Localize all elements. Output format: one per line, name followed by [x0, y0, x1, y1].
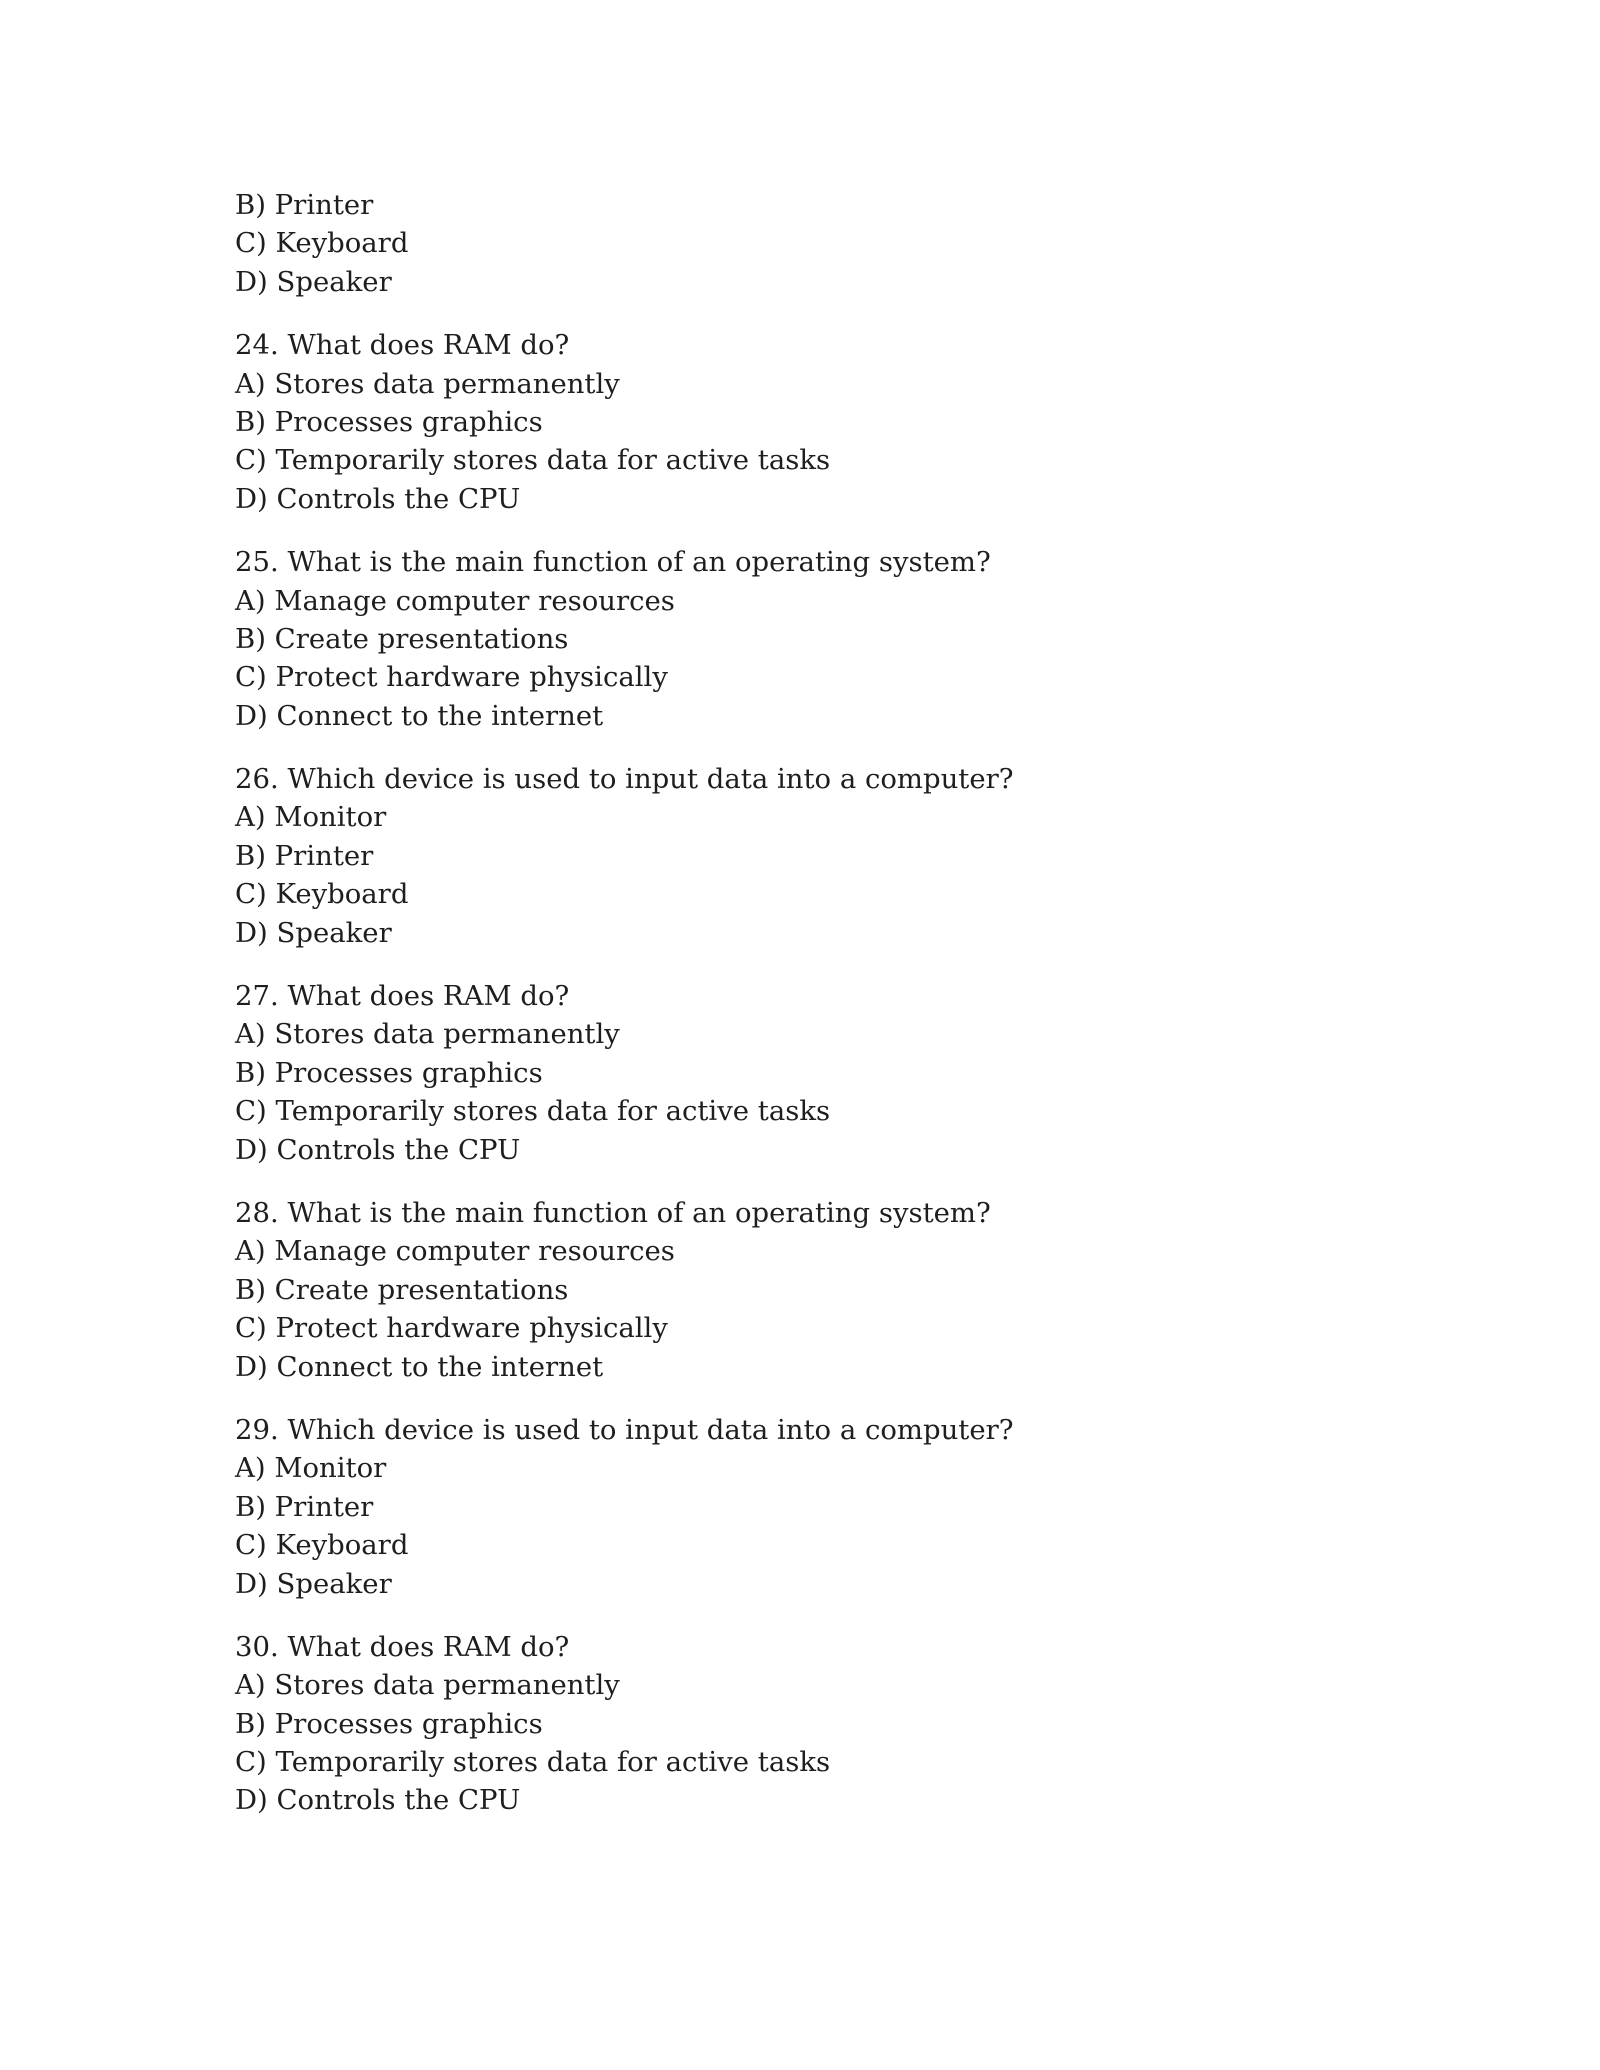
option-a: A) Monitor: [235, 801, 387, 834]
question-text: 30. What does RAM do?: [235, 1630, 570, 1663]
option-a: A) Stores data permanently: [235, 367, 620, 400]
question-24: [235, 326, 1435, 518]
option-a: A) Stores data permanently: [235, 1669, 620, 1702]
option-d: D) Controls the CPU: [235, 482, 521, 515]
option-b: B) Printer: [235, 1490, 374, 1523]
continued-options: [235, 186, 1435, 301]
question-30: [235, 1628, 1435, 1820]
option-b: B) Processes graphics: [235, 1707, 543, 1740]
option-c: C) Keyboard: [235, 878, 409, 911]
option-c: C) Temporarily stores data for active tasks: [235, 444, 831, 477]
question-text: 26. Which device is used to input data into a computer?: [235, 763, 1014, 796]
question-29: [235, 1411, 1435, 1603]
option-b: B) Processes graphics: [235, 1056, 543, 1089]
question-text: 24. What does RAM do?: [235, 329, 570, 362]
question-28: [235, 1194, 1435, 1386]
option-d: D) Speaker: [235, 916, 392, 949]
option-d: D) Connect to the internet: [235, 1350, 604, 1383]
option-d: D) Connect to the internet: [235, 699, 604, 732]
option-c: C) Protect hardware physically: [235, 661, 668, 694]
option-line: B) Printer: [235, 189, 374, 221]
question-text: 25. What is the main function of an operating system?: [235, 546, 991, 579]
question-27: [235, 977, 1435, 1169]
question-text: 27. What does RAM do?: [235, 980, 570, 1013]
option-c: C) Temporarily stores data for active tasks: [235, 1746, 831, 1779]
option-b: B) Processes graphics: [235, 405, 543, 438]
option-a: A) Stores data permanently: [235, 1018, 620, 1051]
option-b: B) Printer: [235, 839, 374, 872]
option-d: D) Controls the CPU: [235, 1784, 521, 1817]
option-c: C) Temporarily stores data for active tasks: [235, 1095, 831, 1128]
question-26: [235, 760, 1435, 952]
quiz-content: [235, 186, 1435, 1820]
question-text: 28. What is the main function of an operating system?: [235, 1196, 991, 1229]
option-a: A) Manage computer resources: [235, 1235, 675, 1268]
question-text: 29. Which device is used to input data into a computer?: [235, 1413, 1014, 1446]
option-a: A) Manage computer resources: [235, 584, 675, 617]
option-c: C) Keyboard: [235, 1529, 409, 1562]
option-c: C) Protect hardware physically: [235, 1312, 668, 1345]
option-d: D) Speaker: [235, 1567, 392, 1600]
option-line: D) Speaker: [235, 265, 392, 298]
option-b: B) Create presentations: [235, 622, 569, 655]
option-d: D) Controls the CPU: [235, 1133, 521, 1166]
option-line: C) Keyboard: [235, 227, 409, 260]
option-b: B) Create presentations: [235, 1273, 569, 1306]
option-a: A) Monitor: [235, 1452, 387, 1485]
question-25: [235, 543, 1435, 735]
